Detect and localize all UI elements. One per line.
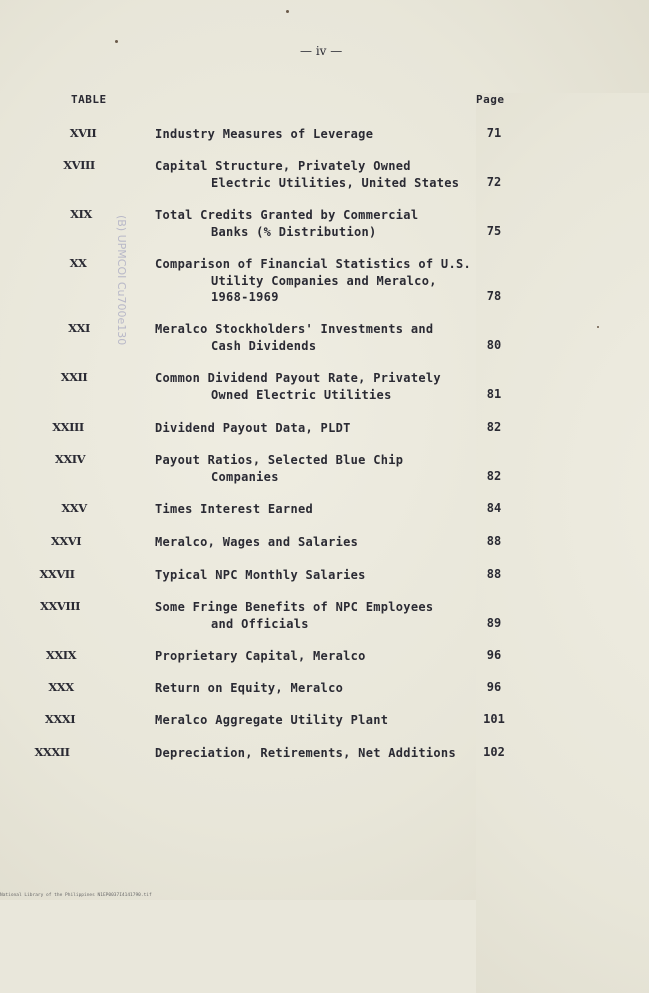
table-title: Dividend Payout Data, PLDT [155, 421, 351, 435]
table-number: XXXI [44, 712, 76, 726]
table-title: Common Dividend Payout Rate, Privately Owned Electric Utilities [155, 371, 441, 402]
page-ref: 82 [486, 469, 502, 483]
table-number: XVIII [63, 158, 95, 172]
table-title: Return on Equity, Meralco [155, 681, 344, 695]
table-number: XXIII [52, 420, 84, 434]
table-title: Depreciation, Retirements, Net Additions [155, 746, 456, 760]
page-ref: 101 [483, 712, 505, 726]
table-column-header: TABLE [71, 93, 107, 106]
scan-footer: National Library of the Philippines N1EP0037I4141790.tif [0, 893, 152, 898]
page-ref: 82 [486, 420, 502, 434]
page-ref: 96 [486, 680, 502, 694]
table-number: XXIX [45, 648, 77, 662]
page-ref: 88 [486, 534, 502, 548]
table-number: XIX [70, 207, 92, 221]
table-number: XXII [60, 370, 88, 384]
table-number: XXV [61, 501, 87, 515]
page-ref: 72 [486, 175, 502, 189]
table-number: XXVIII [40, 599, 80, 613]
dirt-speck [286, 10, 289, 13]
table-title: Times Interest Earned [155, 502, 314, 516]
dirt-speck [115, 40, 118, 43]
table-number: XX [69, 256, 87, 270]
page-ref: 96 [486, 648, 502, 662]
table-number: XXX [48, 680, 74, 694]
table-title: Payout Ratios, Selected Blue Chip Companies [155, 453, 404, 484]
table-number: XXVI [50, 534, 82, 548]
table-title: Some Fringe Benefits of NPC Employees and Officials [155, 600, 434, 631]
page-ref: 75 [486, 224, 502, 238]
table-title: Meralco Stockholders' Investments and Cash Dividends [155, 322, 434, 353]
table-title: Meralco Aggregate Utility Plant [155, 713, 389, 727]
table-title: Capital Structure, Privately Owned Electric Utilities, United States [155, 159, 460, 190]
page-ref: 80 [486, 338, 502, 352]
page-ref: 78 [486, 289, 502, 303]
dirt-speck [597, 326, 599, 328]
table-title: Comparison of Financial Statistics of U.S. Utility Companies and Meralco, 1968-1969 [155, 257, 472, 304]
page-ref: 89 [486, 616, 502, 630]
table-number: XXIV [54, 452, 86, 466]
page-column-header: Page [476, 93, 649, 993]
page-ref: 71 [486, 126, 502, 140]
table-number: XXXII [34, 745, 70, 759]
page-ref: 88 [486, 567, 502, 581]
table-title: Industry Measures of Leverage [155, 127, 374, 141]
library-stamp: (B) UPMCOI Cu700e130 [115, 215, 128, 346]
table-title: Total Credits Granted by Commercial Banks (% Distribution) [155, 208, 419, 239]
table-title: Meralco, Wages and Salaries [155, 535, 359, 549]
table-title: Typical NPC Monthly Salaries [155, 568, 366, 582]
table-title: Proprietary Capital, Meralco [155, 649, 366, 663]
page-ref: 102 [483, 745, 505, 759]
page-ref: 81 [486, 387, 502, 401]
table-number: XXI [68, 321, 90, 335]
table-number: XXVII [39, 567, 75, 581]
page-number: — iv — [300, 44, 343, 58]
table-number: XVII [69, 126, 97, 140]
page-ref: 84 [486, 501, 502, 515]
